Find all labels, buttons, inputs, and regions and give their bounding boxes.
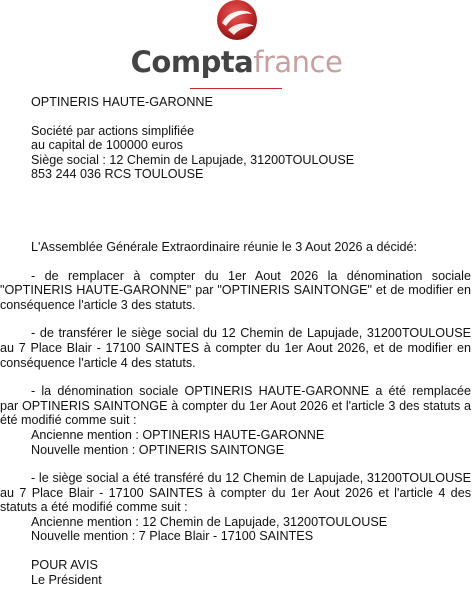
decision-seat-transfer: - de transférer le siège social du 12 Chemin de Lapujade, 31200TOULOUSE au 7 Place Blair - 17100 SAINTES à compter du 1er Aout 2026, et de modifier en conséquence l'article 4 des statuts. [0, 326, 471, 370]
seat-old-mention: Ancienne mention : 12 Chemin de Lapujade, 31200TOULOUSE [31, 514, 388, 529]
name-change-statement: - la dénomination sociale OPTINERIS HAUTE-GARONNE a été remplacée par OPTINERIS SAINTONGE à compter du 1er Aout 2026 et l'article 3 des statuts a été modifié comme suit : [0, 384, 471, 428]
compta-france-swirl-logo-icon [0, 0, 473, 44]
logo-divider [190, 88, 282, 89]
legal-form: Société par actions simplifiée [31, 123, 195, 138]
signatory: Le Président [31, 572, 102, 587]
decision-name-change: - de remplacer à compter du 1er Aout 2026 la dénomination sociale "OPTINERIS HAUTE-GARONNE" par "OPTINERIS SAINTONGE" et de modifier en conséquence l'article 3 des statuts. [0, 268, 471, 312]
notice-body [0, 95, 473, 587]
brand-name-light: france [253, 45, 343, 79]
capital: au capital de 100000 euros [31, 138, 183, 153]
brand-name-bold: Compta [130, 45, 254, 79]
assembly-intro: L'Assemblée Générale Extraordinaire réunie le 3 Aout 2026 a décidé: [31, 239, 418, 254]
compta-france-logo [0, 0, 473, 92]
company-name: OPTINERIS HAUTE-GARONNE [31, 95, 213, 109]
brand-wordmark [0, 42, 473, 82]
name-new-mention: Nouvelle mention : OPTINERIS SAINTONGE [31, 442, 285, 457]
rcs-number: 853 244 036 RCS TOULOUSE [31, 167, 204, 182]
registered-office: Siège social : 12 Chemin de Lapujade, 31200TOULOUSE [31, 152, 355, 167]
seat-change-statement: - le siège social a été transféré du 12 Chemin de Lapujade, 31200TOULOUSE au 7 Place Blair - 17100 SAINTES à compter du 1er Aout 2026 et l'article 4 des statuts a été modifié comme suit : [0, 471, 471, 515]
seat-new-mention: Nouvelle mention : 7 Place Blair - 17100 SAINTES [31, 529, 314, 544]
name-old-mention: Ancienne mention : OPTINERIS HAUTE-GARONNE [31, 427, 325, 442]
closing-formula: POUR AVIS [31, 558, 98, 573]
